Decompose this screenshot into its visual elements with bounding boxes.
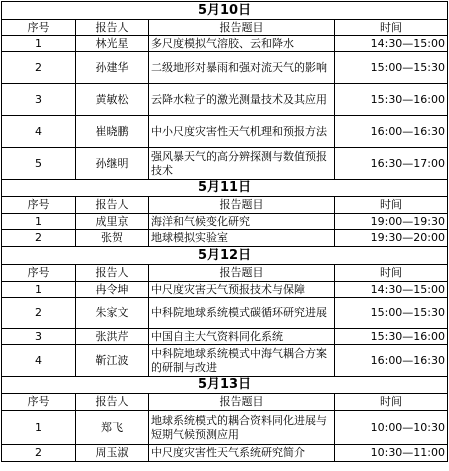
speaker: 孙建华 bbox=[76, 52, 149, 84]
table-row bbox=[2, 411, 448, 445]
speaker: 朱家文 bbox=[76, 298, 149, 329]
column-header: 报告题目 bbox=[149, 20, 335, 36]
column-header-row bbox=[2, 394, 448, 411]
column-header-row bbox=[2, 197, 448, 214]
report-title: 二级地形对暴雨和强对流天气的影响 bbox=[149, 52, 335, 84]
row-number: 1 bbox=[2, 411, 76, 445]
report-title: 中小尺度灾害性天气机理和预报方法 bbox=[149, 116, 335, 148]
row-number: 1 bbox=[2, 214, 76, 230]
row-number: 2 bbox=[2, 445, 76, 462]
report-title: 中尺度灾害天气预报技术与保障 bbox=[149, 282, 335, 298]
column-header: 时间 bbox=[335, 394, 448, 411]
day-date: 5月11日 bbox=[2, 180, 448, 197]
table-row bbox=[2, 345, 448, 377]
report-title: 地球系统模式的耦合资料同化进展与短期气候预测应用 bbox=[149, 411, 335, 445]
speaker: 靳江波 bbox=[76, 345, 149, 377]
column-header: 报告题目 bbox=[149, 394, 335, 411]
column-header: 报告人 bbox=[76, 197, 149, 214]
table-row bbox=[2, 282, 448, 298]
row-number: 2 bbox=[2, 230, 76, 247]
table-row bbox=[2, 230, 448, 247]
row-number: 4 bbox=[2, 116, 76, 148]
table-row bbox=[2, 148, 448, 180]
column-header: 序号 bbox=[2, 265, 76, 282]
report-title: 海洋和气候变化研究 bbox=[149, 214, 335, 230]
table-row bbox=[2, 52, 448, 84]
speaker: 崔晓鹏 bbox=[76, 116, 149, 148]
column-header: 报告题目 bbox=[149, 265, 335, 282]
table-row bbox=[2, 214, 448, 230]
speaker: 冉令坤 bbox=[76, 282, 149, 298]
table-row bbox=[2, 298, 448, 329]
report-title: 中尺度灾害性天气系统研究简介 bbox=[149, 445, 335, 462]
speaker: 黄敏松 bbox=[76, 84, 149, 116]
time: 15:00—15:30 bbox=[335, 298, 448, 329]
speaker: 成里京 bbox=[76, 214, 149, 230]
column-header: 报告人 bbox=[76, 265, 149, 282]
report-title: 地球模拟实验室 bbox=[149, 230, 335, 247]
day-date: 5月12日 bbox=[2, 247, 448, 265]
day-date: 5月10日 bbox=[2, 2, 448, 20]
row-number: 2 bbox=[2, 298, 76, 329]
speaker: 林光星 bbox=[76, 36, 149, 52]
report-title: 中国自主大气资料同化系统 bbox=[149, 329, 335, 345]
time: 16:30—17:00 bbox=[335, 148, 448, 180]
column-header: 时间 bbox=[335, 20, 448, 36]
day-heading-row bbox=[2, 377, 448, 394]
column-header: 序号 bbox=[2, 20, 76, 36]
row-number: 1 bbox=[2, 36, 76, 52]
speaker: 张洪芹 bbox=[76, 329, 149, 345]
column-header: 报告题目 bbox=[149, 197, 335, 214]
row-number: 1 bbox=[2, 282, 76, 298]
time: 14:30—15:00 bbox=[335, 36, 448, 52]
time: 19:00—19:30 bbox=[335, 214, 448, 230]
speaker: 郑飞 bbox=[76, 411, 149, 445]
day-heading-row bbox=[2, 180, 448, 197]
column-header: 时间 bbox=[335, 265, 448, 282]
report-title: 多尺度模拟气溶胶、云和降水 bbox=[149, 36, 335, 52]
time: 15:30—16:00 bbox=[335, 84, 448, 116]
report-title: 强风暴天气的高分辨探测与数值预报技术 bbox=[149, 148, 335, 180]
column-header-row bbox=[2, 265, 448, 282]
speaker: 张贺 bbox=[76, 230, 149, 247]
table-row bbox=[2, 116, 448, 148]
row-number: 3 bbox=[2, 329, 76, 345]
time: 16:00—16:30 bbox=[335, 116, 448, 148]
column-header-row bbox=[2, 20, 448, 36]
report-title: 云降水粒子的激光测量技术及其应用 bbox=[149, 84, 335, 116]
speaker: 周玉淑 bbox=[76, 445, 149, 462]
time: 19:30—20:00 bbox=[335, 230, 448, 247]
table-row bbox=[2, 445, 448, 462]
time: 10:00—10:30 bbox=[335, 411, 448, 445]
row-number: 4 bbox=[2, 345, 76, 377]
column-header: 序号 bbox=[2, 394, 76, 411]
speaker: 孙继明 bbox=[76, 148, 149, 180]
table-row bbox=[2, 36, 448, 52]
time: 15:30—16:00 bbox=[335, 329, 448, 345]
time: 14:30—15:00 bbox=[335, 282, 448, 298]
day-heading-row bbox=[2, 2, 448, 20]
column-header: 报告人 bbox=[76, 20, 149, 36]
schedule-table bbox=[1, 1, 448, 462]
report-title: 中科院地球系统模式中海气耦合方案的研制与改进 bbox=[149, 345, 335, 377]
row-number: 3 bbox=[2, 84, 76, 116]
table-row bbox=[2, 329, 448, 345]
column-header: 报告人 bbox=[76, 394, 149, 411]
day-heading-row bbox=[2, 247, 448, 265]
time: 10:30—11:00 bbox=[335, 445, 448, 462]
day-date: 5月13日 bbox=[2, 377, 448, 394]
report-title: 中科院地球系统模式碳循环研究进展 bbox=[149, 298, 335, 329]
column-header: 序号 bbox=[2, 197, 76, 214]
time: 16:00—16:30 bbox=[335, 345, 448, 377]
column-header: 时间 bbox=[335, 197, 448, 214]
row-number: 5 bbox=[2, 148, 76, 180]
row-number: 2 bbox=[2, 52, 76, 84]
table-row bbox=[2, 84, 448, 116]
time: 15:00—15:30 bbox=[335, 52, 448, 84]
